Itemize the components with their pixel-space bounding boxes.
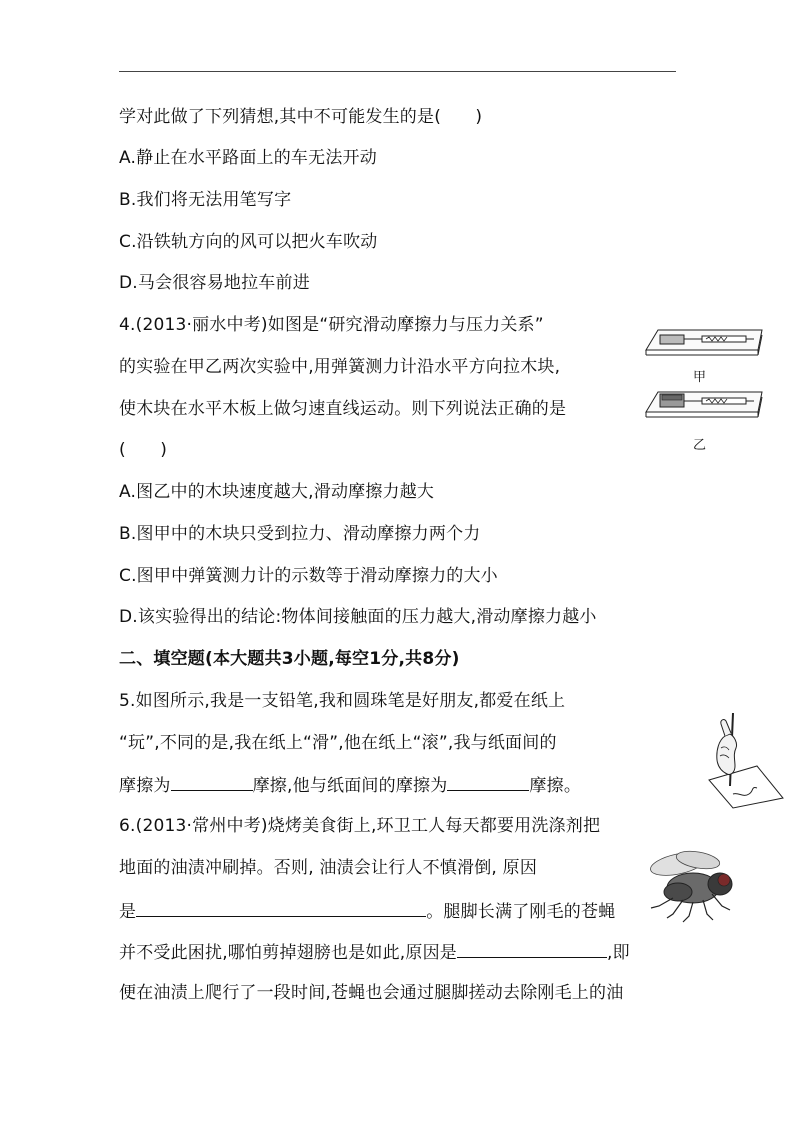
question-6-line-3 — [119, 899, 615, 923]
fly-figure — [638, 848, 748, 924]
q5-text-b: 摩擦,他与纸面间的摩擦为 — [252, 776, 448, 796]
option-4b: B.图甲中的木块只受到拉力、滑动摩擦力两个力 — [119, 524, 481, 544]
question-4-line-2: 的实验在甲乙两次实验中,用弹簧测力计沿水平方向拉木块, — [119, 357, 561, 377]
question-6-line-1: 6.(2013·常州中考)烧烤美食街上,环卫工人每天都要用洗涤剂把 — [119, 816, 601, 836]
question-6-line-4 — [119, 940, 630, 964]
question-6-line-5: 便在油渍上爬行了一段时间,苍蝇也会通过腿脚搓动去除刚毛上的油 — [119, 983, 624, 1003]
question-5-line-2: “玩”,不同的是,我在纸上“滑”,他在纸上“滚”,我与纸面间的 — [119, 733, 557, 753]
figure-label-jia: 甲 — [693, 370, 707, 385]
question-4-line-4: ( ) — [119, 440, 168, 460]
header-rule — [119, 71, 676, 72]
pencil-writing-figure — [695, 708, 787, 810]
q6-text-d: ,即 — [607, 943, 630, 963]
figure-label-yi: 乙 — [693, 438, 707, 453]
section-heading: 二、填空题(本大题共3小题,每空1分,共8分) — [119, 649, 460, 669]
question-5-line-3 — [119, 773, 581, 797]
q6-blank-1[interactable] — [136, 899, 426, 917]
question-4-line-1: 4.(2013·丽水中考)如图是“研究滑动摩擦力与压力关系” — [119, 315, 544, 335]
question-5-line-1: 5.如图所示,我是一支铅笔,我和圆珠笔是好朋友,都爱在纸上 — [119, 691, 566, 711]
q6-text-a: 是 — [119, 902, 137, 922]
q6-text-b: 。腿脚长满了刚毛的苍蝇 — [426, 902, 616, 922]
option-4a: A.图乙中的木块速度越大,滑动摩擦力越大 — [119, 482, 435, 502]
question-6-line-2: 地面的油渍冲刷掉。否则, 油渍会让行人不慎滑倒, 原因 — [119, 858, 538, 878]
option-3a: A.静止在水平路面上的车无法开动 — [119, 148, 377, 168]
q5-blank-1[interactable] — [171, 773, 253, 791]
option-4d: D.该实验得出的结论:物体间接触面的压力越大,滑动摩擦力越小 — [119, 607, 597, 627]
option-4c: C.图甲中弹簧测力计的示数等于滑动摩擦力的大小 — [119, 566, 498, 586]
question-4-line-3: 使木块在水平木板上做匀速直线运动。则下列说法正确的是 — [119, 399, 567, 419]
option-3b: B.我们将无法用笔写字 — [119, 190, 292, 210]
q6-blank-2[interactable] — [457, 940, 607, 958]
q5-text-a: 摩擦为 — [119, 776, 171, 796]
text-line-1: 学对此做了下列猜想,其中不可能发生的是( ) — [119, 107, 483, 127]
q6-text-c: 并不受此困扰,哪怕剪掉翅膀也是如此,原因是 — [119, 943, 458, 963]
option-3c: C.沿铁轨方向的风可以把火车吹动 — [119, 232, 378, 252]
option-3d: D.马会很容易地拉车前进 — [119, 273, 310, 293]
q5-text-c: 摩擦。 — [529, 776, 582, 796]
q5-blank-2[interactable] — [447, 773, 529, 791]
